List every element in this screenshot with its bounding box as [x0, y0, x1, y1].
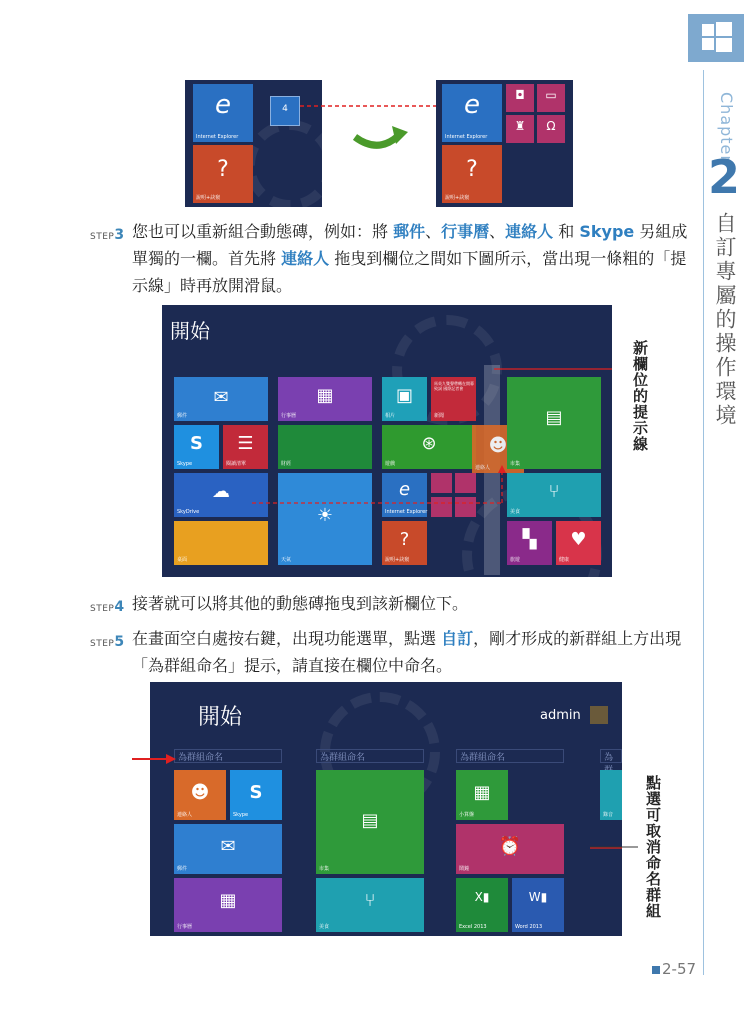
- start-title: 開始: [198, 705, 243, 730]
- mail-icon: ✉: [220, 836, 236, 857]
- cloud-icon: ☁: [212, 481, 230, 502]
- news-label: 新聞: [434, 413, 445, 419]
- store-icon: ▤: [361, 810, 379, 831]
- desktop-label: 桌面: [177, 557, 188, 563]
- store-icon: ▤: [545, 407, 563, 428]
- skype-label: Skype: [177, 461, 193, 467]
- step4-text: 接著就可以將其他的動態磚拖曳到該新欄位下。: [132, 594, 469, 613]
- help-label: 說明+訣竅: [445, 195, 470, 201]
- help-tile: [193, 145, 253, 203]
- group-name-field-2[interactable]: 為群組命名: [316, 749, 424, 763]
- user-name: admin: [540, 708, 581, 723]
- step4-tag: STEP4: [90, 599, 125, 615]
- trophy-tile: [506, 115, 534, 143]
- calculator-icon: ▦: [473, 782, 491, 803]
- headphone-tile: [537, 115, 565, 143]
- skype-icon: S: [249, 782, 263, 803]
- ie-tile: [442, 84, 502, 142]
- step3-tag: STEP3: [90, 227, 125, 243]
- travel-label: 旅遊: [510, 557, 521, 563]
- mail-label: 郵件: [177, 413, 188, 419]
- food-label: 美食: [319, 924, 330, 930]
- map-icon: ▚: [522, 529, 537, 550]
- chapter-divider-line: [703, 70, 704, 975]
- health-label: 健康: [559, 557, 570, 563]
- ie-tile: [193, 84, 253, 142]
- photo-icon: ▣: [395, 385, 413, 406]
- sun-icon: ☀: [316, 505, 334, 526]
- food-label: 美食: [510, 509, 521, 515]
- alarm-label: 鬧鐘: [459, 866, 470, 872]
- mail-icon: ✉: [213, 387, 229, 408]
- dragging-tile: [270, 96, 300, 126]
- headphone-icon: Ω: [546, 119, 556, 133]
- store-label: 市集: [319, 866, 330, 872]
- word-label: Word 2013: [515, 924, 543, 930]
- people-label: 連絡人: [177, 812, 193, 818]
- step3-text: 您也可以重新組合動態磚，例如：將 郵件、行事曆、連絡人 和 Skype 另組成單獨的一欄。首先將 連絡人 拖曳到欄位之間如下圖所示，當出現一條粗的「提示線」時再放開滑鼠。: [132, 222, 688, 295]
- excel-icon: X▮: [474, 890, 490, 904]
- help-label: 說明+訣竅: [385, 557, 410, 563]
- ie-icon: e: [464, 90, 480, 120]
- page-number-marker-icon: [652, 966, 660, 974]
- games-label: 遊戲: [385, 461, 396, 467]
- help-icon: ?: [399, 529, 410, 550]
- ie-icon: e: [398, 479, 411, 500]
- drag-count-badge: 4: [282, 104, 288, 114]
- page-number: 2-57: [662, 960, 697, 978]
- excel-label: Excel 2013: [459, 924, 487, 930]
- store-label: 市集: [510, 461, 521, 467]
- finance-label: 財經: [281, 461, 292, 467]
- help-icon: ?: [466, 157, 478, 182]
- ie-label: Internet Explorer: [385, 509, 428, 515]
- alarm-clock-icon: ⏰: [498, 836, 522, 857]
- step5-tag: STEP5: [90, 634, 125, 650]
- word-icon: W▮: [528, 890, 548, 904]
- trophy-icon: ♜: [514, 119, 526, 133]
- step5: [90, 625, 690, 679]
- step5-text: 在畫面空白處按右鍵，出現功能選單，點選 自訂，剛才形成的新群組上方出現「為群組命名」提示，請直接在欄位中命名。: [132, 629, 682, 675]
- video-tile: [537, 84, 565, 112]
- ie-icon: e: [215, 90, 231, 120]
- red-arrow-icon: [132, 752, 176, 766]
- other-label: 錄音: [603, 812, 614, 818]
- reading-list-icon: ☰: [237, 433, 254, 454]
- camera-tile: [506, 84, 534, 112]
- start-title: 開始: [170, 319, 210, 343]
- gamepad-icon: ⊛: [421, 433, 437, 454]
- chapter-title: 自訂專屬的操作環境: [713, 212, 737, 428]
- heart-icon: ♥: [570, 529, 587, 550]
- skydrive-label: SkyDrive: [177, 509, 200, 515]
- photos-label: 相片: [385, 413, 396, 419]
- fork-knife-icon: ⑂: [548, 481, 560, 502]
- camera-icon: ◘: [515, 88, 525, 102]
- figure3-callout: 點選可取消命名群組: [644, 775, 662, 919]
- windows-logo-icon: [688, 14, 744, 62]
- news-headline: 馬英九雙聲帶轉在開幕致詞 國際記者會: [434, 381, 474, 391]
- figure3-start-screen: [150, 682, 622, 936]
- calendar-icon: ▦: [219, 890, 237, 911]
- weather-label: 天氣: [281, 557, 292, 563]
- green-arrow-icon: [350, 122, 410, 152]
- help-label: 說明+訣竅: [196, 195, 221, 201]
- chapter-number: 2: [707, 150, 740, 204]
- group-name-field-3[interactable]: 為群組命名: [456, 749, 564, 763]
- hint-arrow-guides: [162, 305, 612, 577]
- people-icon: ☻: [190, 782, 210, 803]
- step4: [90, 590, 690, 617]
- mail-label: 郵件: [177, 866, 188, 872]
- help-tile: [442, 145, 502, 203]
- figure2-callout: 新欄位的提示線: [631, 340, 649, 452]
- calendar-icon: ▦: [316, 385, 334, 406]
- calendar-label: 行事曆: [281, 413, 297, 419]
- calculator-label: 小算盤: [459, 812, 475, 818]
- skype-label: Skype: [233, 812, 249, 818]
- callout-connector-line: [590, 844, 640, 850]
- people-icon: ☻: [488, 435, 508, 456]
- chapter-word: Chapter: [717, 92, 736, 163]
- help-icon: ?: [217, 157, 229, 182]
- group-name-field-4[interactable]: 為: [600, 749, 622, 763]
- video-icon: ▭: [545, 88, 557, 102]
- fork-knife-icon: ⑂: [364, 890, 376, 911]
- ie-label: Internet Explorer: [445, 134, 488, 140]
- group-name-field-1[interactable]: 為群組命名: [174, 749, 282, 763]
- calendar-label: 行事曆: [177, 924, 193, 930]
- skype-icon: S: [190, 433, 203, 454]
- figure1-after: [436, 80, 573, 207]
- reading-label: 閱讀清單: [226, 461, 247, 467]
- people-label: 連絡人: [475, 465, 491, 471]
- figure2-start-screen: [162, 305, 612, 577]
- step3: [90, 218, 690, 299]
- ie-label: Internet Explorer: [196, 134, 239, 140]
- callout-lines: [150, 682, 622, 936]
